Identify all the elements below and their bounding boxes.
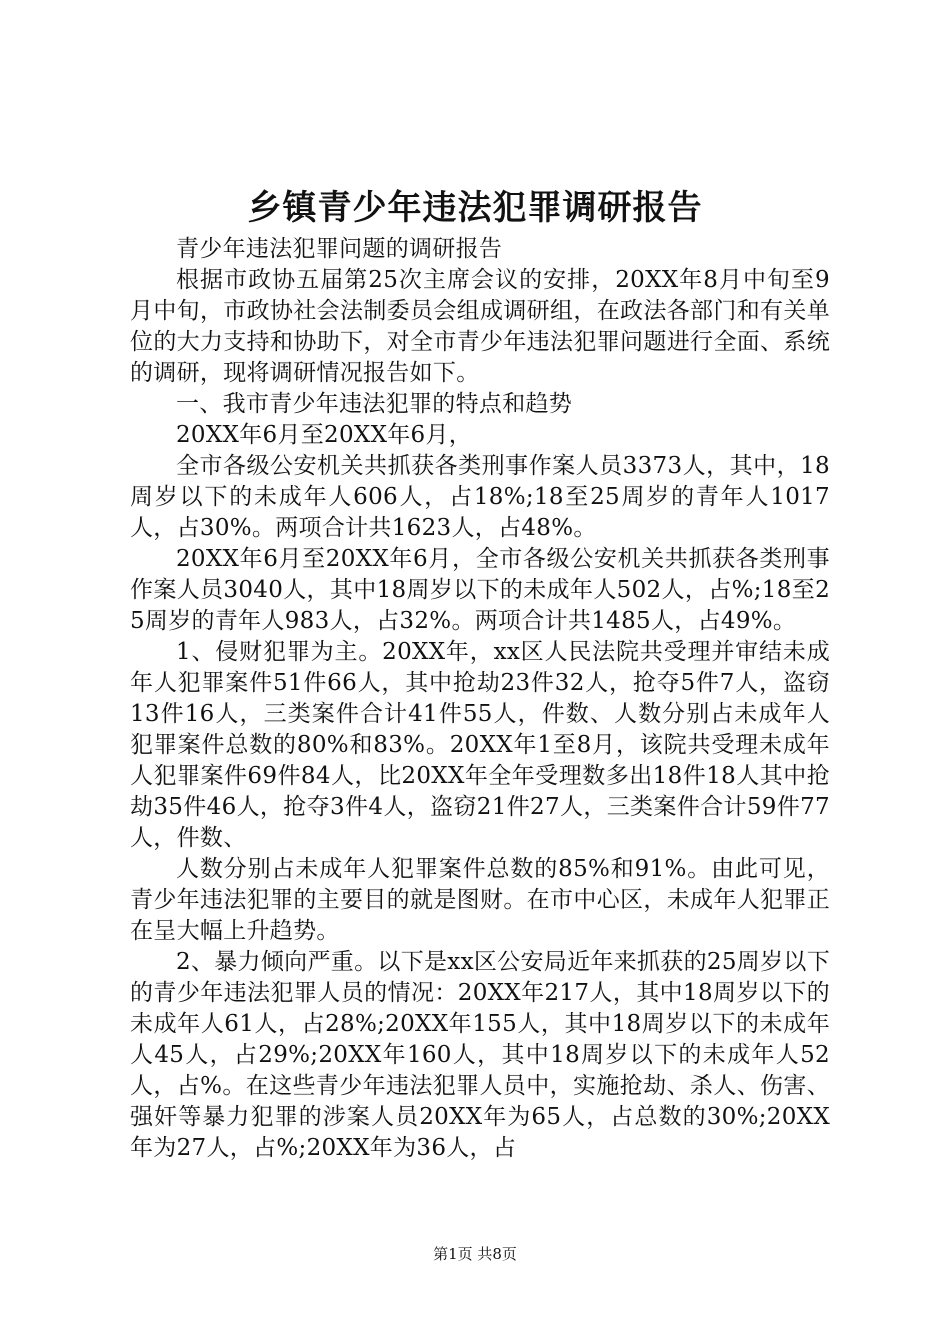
violence-paragraph: 2、暴力倾向严重。以下是xx区公安局近年来抓获的25周岁以下的青少年违法犯罪人员的情况：20XX年217人，其中18周岁以下的未成年人61人，占28%;20XX年155人，其中18周岁以下的未成年人45人，占29%;20XX年160人，其中18周岁以下的未成年人52人，占%。在这些青少年违法犯罪人员中，实施抢劫、杀人、伤害、强奸等暴力犯罪的涉案人员20XX年为65人，占总数的30%;20XX年为27人，占%;20XX年为36人，占 [130,949,830,1161]
page-footer: 第1页 共8页 [433,1245,517,1263]
period-paragraph: 20XX年6月至20XX年6月， [176,422,473,448]
statistics-paragraph-2: 20XX年6月至20XX年6月，全市各级公安机关共抓获各类刑事作案人员3040人，其中18周岁以下的未成年人502人，占%;18至25周岁的青年人983人，占32%。两项合计共1485人，占49%。 [130,546,830,634]
statistics-paragraph-1: 全市各级公安机关共抓获各类刑事作案人员3373人，其中，18周岁以下的未成年人606人，占18%;18至25周岁的青年人1017人，占30%。两项合计共1623人，占48%。 [130,453,830,541]
property-crime-paragraph: 1、侵财犯罪为主。20XX年，xx区人民法院共受理并审结未成年人犯罪案件51件66人，其中抢劫23件32人，抢夺5件7人，盗窃13件16人，三类案件合计41件55人，件数、人数分别占未成年人犯罪案件总数的80%和83%。20XX年1至8月，该院共受理未成年人犯罪案件69件84人，比20XX年全年受理数多出18件18人其中抢劫35件46人，抢夺3件4人，盗窃21件27人，三类案件合计59件77人，件数、 [130,639,830,851]
document-title: 乡镇青少年违法犯罪调研报告 [247,188,703,228]
property-crime-continued-paragraph: 人数分别占未成年人犯罪案件总数的85%和91%。由此可见，青少年违法犯罪的主要目的就是图财。在市中心区，未成年人犯罪正在呈大幅上升趋势。 [130,856,830,944]
subtitle-paragraph: 青少年违法犯罪问题的调研报告 [176,236,503,262]
document-body [130,234,830,1164]
intro-paragraph: 根据市政协五届第25次主席会议的安排，20XX年8月中旬至9月中旬，市政协社会法制委员会组成调研组，在政法各部门和有关单位的大力支持和协助下，对全市青少年违法犯罪问题进行全面、系统的调研，现将调研情况报告如下。 [130,267,830,386]
section-heading: 一、我市青少年违法犯罪的特点和趋势 [176,391,573,417]
